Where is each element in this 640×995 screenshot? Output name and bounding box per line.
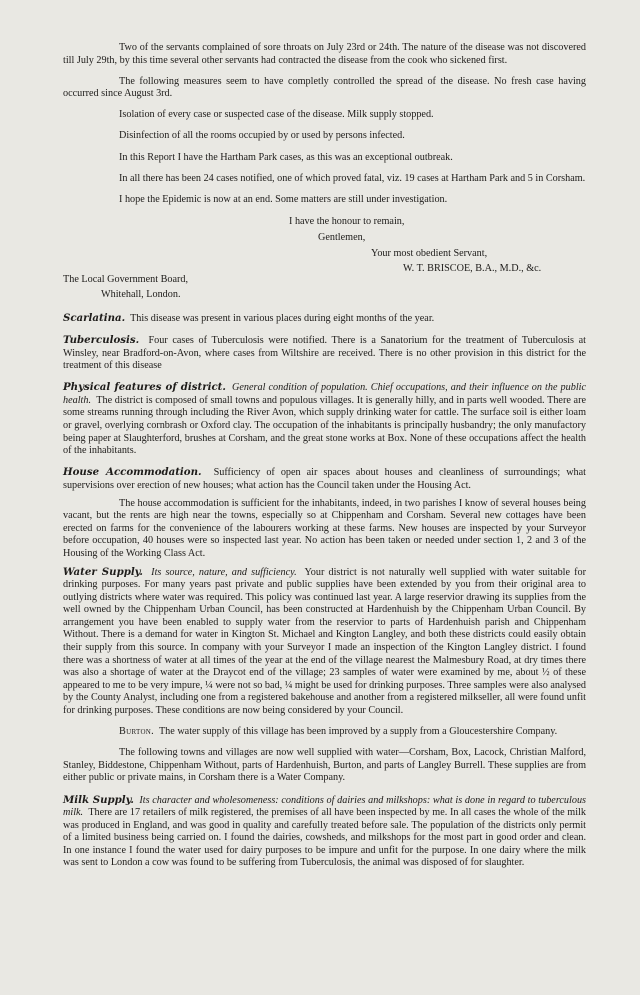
house-paragraph-2: The house accommodation is sufficient for the inhabitants, indeed, in two parishes I know of several houses being vacant, but the rents are high near the towns, especially so at Chippenham and Corsham. Several new cottages have been erected on farms for the convenience of the labourers working at these farms. New houses are inspected by your Surveyor before occupation, 40 houses were so inspected last year. No action has been taken or needed under section 1, 2 and 3 of the Housing of the Working Class Act. bbox=[63, 497, 586, 559]
burton-label: Burton. bbox=[119, 726, 155, 738]
signature-name: W. T. BRISCOE, B.A., M.D., &c. bbox=[403, 263, 542, 275]
water-text: Your district is not naturally well supplied with water suitable for drinking purposes. For many years past private and public supplies have been extended by you from their original area to outlying districts where water was required. This policy was continued last year. A large reservior drawing its supplies from the well owned by the Chippenham Urban Council, has been constructed at Hardenhuish by the Chippenham Urban Council. By arrangement you have been enabled to supply water from the reservior to parts of Hardenhuish parish and Chippenham Without. There is a demand for water in Kington St. Michael and Kington Langley, and both these districts could easily obtain their supply from this source. In company with your Surveyor I made an inspection of the Kington Langley district. I found there was a shortness of water at all times of the year at the end of the village nearest the Malmesbury Road, at dry times there was also a shortage of water at the Draycot end of the village; 23 samples of water were examined by me, about ½ of these appeared to me to be very impure, ¼ were not so bad, ¼ might be used for drinking purposes. Three samples were also analysed by the County Analyst, including one from a registered bakehouse and another from a registered milkseller, all were found unfit for drinking purposes. These conditions are now being considered by your Council. bbox=[63, 566, 586, 717]
paragraph-disinfection: Disinfection of all the rooms occupied by or used by persons infected. bbox=[119, 130, 405, 142]
physical-subheading: General condition of population. Chief occupations, and their influence on the public health. bbox=[63, 382, 587, 406]
signature-line-honour: I have the honour to remain, bbox=[289, 216, 405, 228]
paragraph-burton bbox=[63, 726, 586, 739]
paragraph-hartham: In this Report I have the Hartham Park cases, as this was an exceptional outbreak. bbox=[119, 151, 453, 163]
house-text: Sufficiency of open air spaces about houses and cleanliness of surroundings; what supervisions over erection of new houses; what action has the Council taken under the Housing Act. bbox=[63, 467, 586, 491]
signature-line-gentlemen: Gentlemen, bbox=[318, 231, 366, 243]
tuberculosis-heading: Tuberculosis. bbox=[63, 334, 140, 346]
section-physical-features bbox=[63, 381, 586, 458]
signature-line-servant: Your most obedient Servant, bbox=[371, 247, 488, 259]
signature-block bbox=[63, 216, 586, 275]
section-house-accommodation bbox=[63, 466, 586, 492]
milk-heading: Milk Supply. bbox=[63, 793, 134, 806]
section-milk-supply bbox=[63, 794, 586, 871]
scarlatina-heading: Scarlatina. bbox=[63, 311, 126, 324]
paragraph-epidemic-end: I hope the Epidemic is now at an end. Some matters are still under investigation. bbox=[119, 193, 448, 205]
tuberculosis-text: Four cases of Tuberculosis were notified. There is a Sanatorium for the treatment of Tuberculosis at Winsley, near Bradford-on-Avon, where cases from Wiltshire are received. There is no other provision in this district for the treatment of this disease bbox=[63, 335, 587, 372]
physical-heading: Physical features of district. bbox=[63, 381, 226, 394]
paragraph-isolation: Isolation of every case or suspected case of the disease. Milk supply stopped. bbox=[119, 109, 434, 121]
physical-text: The district is composed of small towns and populous villages. It is generally hilly, and in parts well wooded. There are some streams running through including the River Avon, which supply drinking water for cattle. The surface soil is either loam or gravel, overlying cornbrash or Oxford clay. The occupation of the inhabitants is principally husbandry; the only manufactory being paper at Slaughterford, brushes at Corsham, and the great stone works at Box. None of these occupations affect the health of the inhabitants. bbox=[63, 394, 586, 457]
address-block bbox=[63, 274, 586, 302]
section-water-supply bbox=[63, 566, 586, 718]
burton-text: The water supply of this village has been improved by a supply from a Gloucestershire Company. bbox=[158, 726, 558, 738]
address-line-whitehall: Whitehall, London. bbox=[101, 289, 181, 301]
house-heading: House Accommodation. bbox=[63, 466, 202, 479]
milk-subheading: Its character and wholesomeness: conditions of dairies and milkshops: what is done in regard to tuberculous milk. bbox=[63, 794, 587, 819]
milk-text: There are 17 retailers of milk registered, the premises of all have been inspected by me. In all cases the whole of the milk was produced in England, and was good in quality and carefully treated before sale. The population of the districts only permit of a limited business being carried on. I found the dairies, cowsheds, and milkshops for the most part in good order and clean. In one instance I found the water used for dairy purposes to be impure and unfit for the purpose. In one dairy where the milk was sent to London a cow was found to be suffering from Tuberculosis, the animal was disposed of for slaughter. bbox=[63, 807, 586, 869]
paragraph-cases: In all there has been 24 cases notified, one of which proved fatal, viz. 19 cases at Hartham Park and 5 in Corsham. bbox=[119, 172, 586, 184]
paragraph-towns-supplied: The following towns and villages are now well supplied with water—Corsham, Box, Lacock, Christian Malford, Stanley, Biddestone, Chippenham Without, parts of Hardenhuish, Burton, and parts of Langley Burrell. These supplies are from either public or private mains, in Corsham there is a Water Company. bbox=[63, 747, 586, 784]
water-heading: Water Supply. bbox=[63, 565, 143, 578]
section-tuberculosis bbox=[63, 334, 586, 373]
paragraph-measures: The following measures seem to have completly controlled the spread of the disease. No fresh case having occurred since August 3rd. bbox=[63, 75, 586, 100]
paragraph-servants: Two of the servants complained of sore throats on July 23rd or 24th. The nature of the disease was not discovered till July 29th, by this time several other servants had contracted the disease from the cook who sickened first. bbox=[63, 42, 586, 66]
section-scarlatina bbox=[63, 312, 586, 326]
address-line-board: The Local Government Board, bbox=[63, 273, 189, 285]
water-subheading: Its source, nature, and sufficiency. bbox=[151, 566, 297, 578]
scarlatina-text: This disease was present in various places during eight months of the year. bbox=[130, 312, 435, 324]
